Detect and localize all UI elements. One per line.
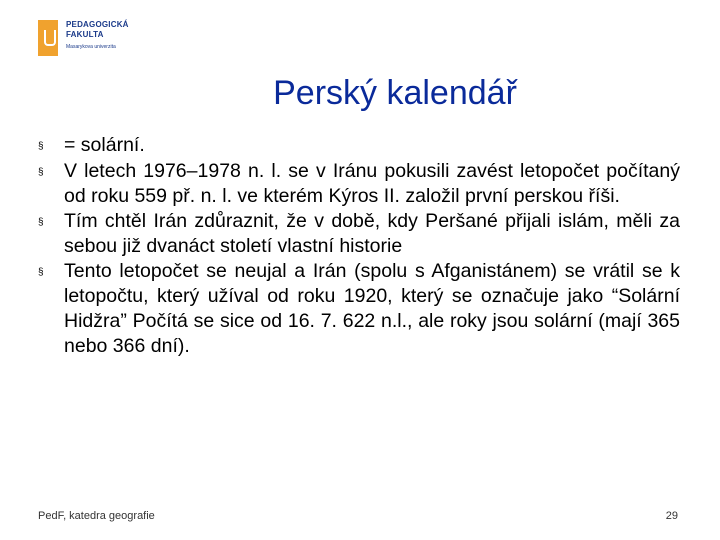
bullet-marker-icon: § [38,267,44,278]
bullet-text: Tento letopočet se neujal a Irán (spolu s Afganistánem) se vrátil se k letopočtu, který užíval od roku 1920, který se označuje jako “Solární Hidžra” Počítá se sice od 16. 7. 622 n.l., ale roky jsou solární (mají 365 nebo 366 dní). [64,260,680,357]
bullet-marker-icon: § [38,167,44,178]
slide-title: Perský kalendář [273,74,517,112]
bullet-marker-icon: § [38,141,44,152]
bullet-text: Tím chtěl Irán zdůraznit, že v době, kdy Peršané přijali islám, měli za sebou již dvanáct století vlastní historie [64,210,680,257]
bullet-text: V letech 1976–1978 n. l. se v Iránu pokusili zavést letopočet počítaný od roku 559 př. n. l. ve kterém Kýros II. založil první perskou říši. [64,160,680,207]
logo-line-2: FAKULTA [66,30,104,39]
logo-text [66,20,129,52]
page-number: 29 [665,510,678,522]
bullet-list [38,133,680,359]
logo-line-1: PEDAGOGICKÁ [66,20,129,29]
bullet-item-3 [38,209,680,259]
bullet-item-2 [38,159,680,209]
bullet-marker-icon: § [38,217,44,228]
logo-line-3: Masarykova univerzita [66,44,116,50]
bullet-item-4 [38,259,680,359]
university-logo-icon [38,20,58,56]
bullet-text: = solární. [64,134,145,156]
bullet-item-1 [38,133,680,159]
footer-department: PedF, katedra geografie [38,510,155,522]
faculty-logo [38,20,129,56]
